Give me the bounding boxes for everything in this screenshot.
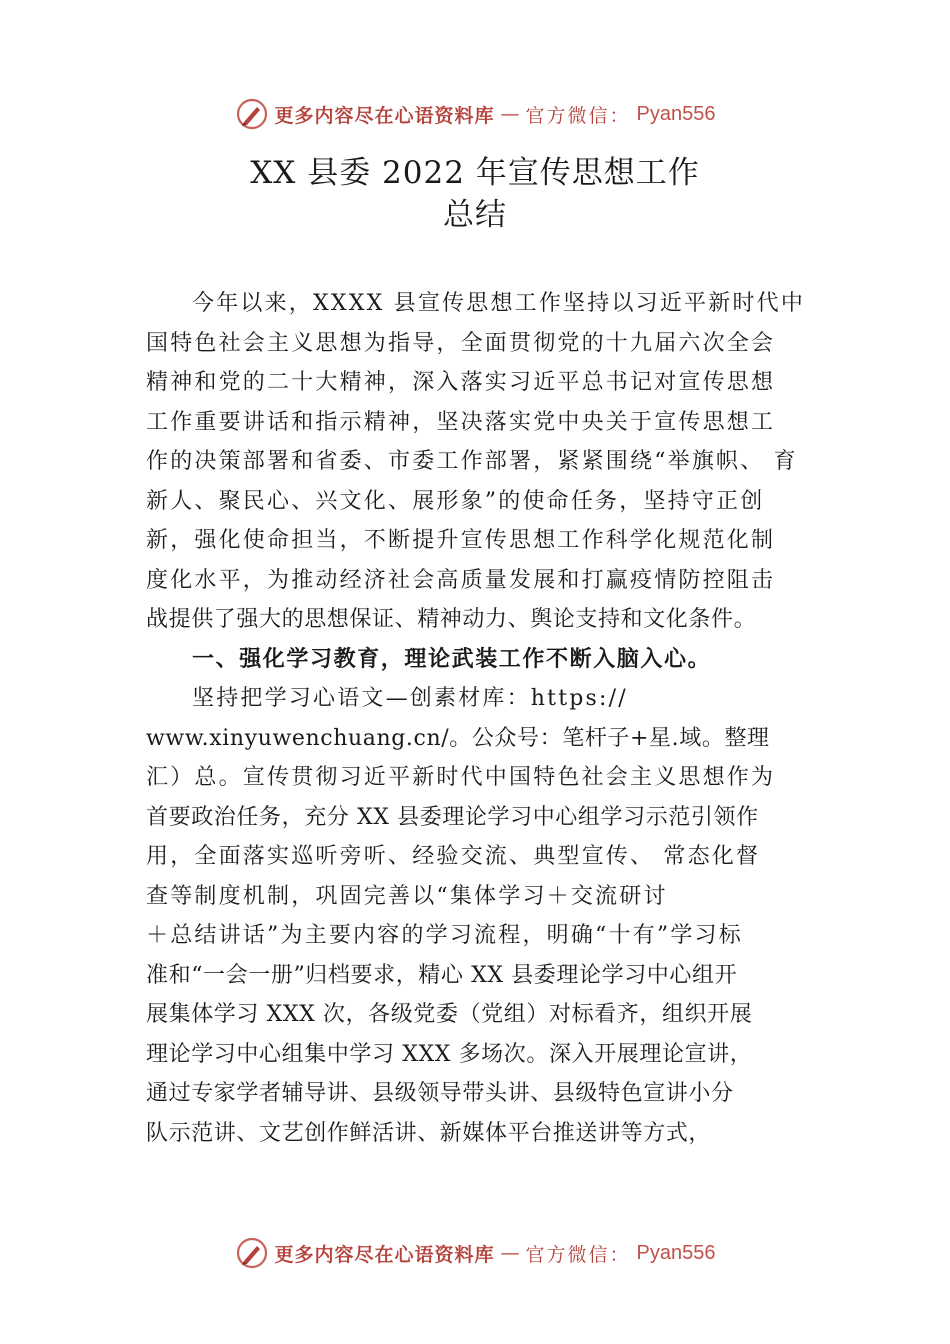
body-line: 通过专家学者辅导讲、县级领导带头讲、县级特色宣讲小分	[146, 1081, 734, 1106]
footer-watermark-banner	[0, 1233, 950, 1273]
body-line: 准和“一会一册”归档要求，精心 XX 县委理论学习中心组开	[146, 962, 738, 988]
document-title	[0, 152, 950, 236]
pen-logo-icon	[235, 97, 269, 131]
title-line-2: 总结	[443, 197, 507, 233]
body-line: 精神和党的二十大精神，深入落实习近平总书记对宣传思想	[146, 370, 776, 395]
document-body	[146, 284, 836, 1153]
body-line: 新人、聚民心、兴文化、展形象”的使命任务，坚持守正创	[146, 488, 765, 514]
body-line: 展集体学习 XXX 次，各级党委（党组）对标看齐，组织开展	[146, 1002, 753, 1027]
body-line: 理论学习中心组集中学习 XXX 多场次。深入开展理论宣讲，	[146, 1041, 753, 1067]
banner-wechat-label: 官方微信：	[525, 104, 631, 127]
section-heading: 一、强化学习教育，理论武装工作不断入脑入心。	[192, 646, 712, 672]
banner-wechat-id: Pyan556	[636, 102, 716, 125]
pen-logo-icon	[235, 1236, 269, 1270]
banner-separator: —	[500, 103, 520, 125]
banner-slogan: 更多内容尽在心语资料库	[274, 1243, 495, 1266]
body-line: 查等制度机制，巩固完善以“集体学习＋交流研讨	[146, 883, 668, 909]
banner-wechat-id: Pyan556	[636, 1241, 716, 1264]
body-line: 国特色社会主义思想为指导，全面贯彻党的十九届六次全会	[146, 330, 776, 356]
body-line: 汇）总。宣传贯彻习近平新时代中国特色社会主义思想作为	[146, 765, 776, 790]
banner-separator: —	[500, 1242, 520, 1264]
body-line: ＋总结讲话”为主要内容的学习流程，明确“十有”学习标	[146, 923, 743, 948]
body-line: www.xinyuwenchuang.cn/。公众号：笔杆子+星.域。整理	[146, 725, 770, 751]
body-line: 用，全面落实巡听旁听、经验交流、典型宣传、 常态化督	[146, 844, 761, 869]
body-line: 新，强化使命担当，不断提升宣传思想工作科学化规范化制	[146, 528, 776, 553]
title-line-1: XX 县委 2022 年宣传思想工作	[250, 155, 700, 191]
header-watermark-banner	[0, 94, 950, 134]
body-line: 度化水平，为推动经济社会高质量发展和打赢疫情防控阻击	[146, 567, 776, 593]
body-line: 坚持把学习心语文—创素材库：https://	[192, 686, 628, 711]
body-line: 首要政治任务，充分 XX 县委理论学习中心组学习示范引领作	[146, 804, 759, 830]
banner-wechat-label: 官方微信：	[525, 1243, 631, 1266]
banner-slogan: 更多内容尽在心语资料库	[274, 104, 495, 127]
body-line: 工作重要讲话和指示精神，坚决落实党中央关于宣传思想工	[146, 409, 776, 435]
body-line: 今年以来，XXXX 县宣传思想工作坚持以习近平新时代中	[192, 291, 806, 316]
body-line: 队示范讲、文艺创作鲜活讲、新媒体平台推送讲等方式，	[146, 1120, 712, 1146]
body-line: 战提供了强大的思想保证、精神动力、舆论支持和文化条件。	[146, 607, 757, 632]
body-line: 作的决策部署和省委、市委工作部署，紧紧围绕“举旗帜、 育	[146, 449, 798, 474]
